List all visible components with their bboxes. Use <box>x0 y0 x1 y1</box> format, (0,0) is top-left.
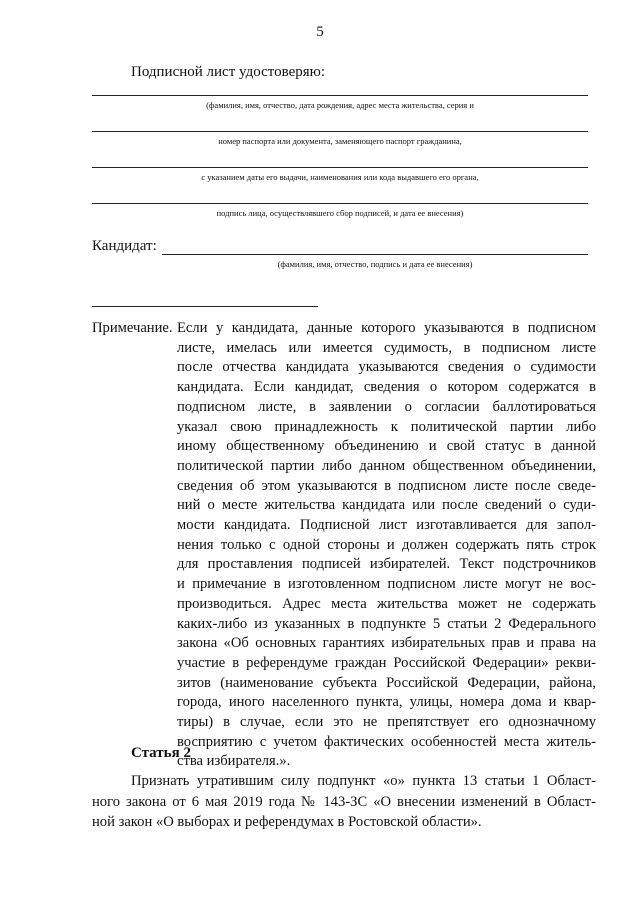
article-paragraph <box>92 771 596 833</box>
note-line: производиться. Адрес места жительства может не содержать <box>177 595 596 612</box>
note-label: Примечание. <box>92 320 173 336</box>
note-line: города, иного населенного пункта, улицы, номера дома и квар- <box>177 694 596 711</box>
note-line: мости кандидата. Подписной лист изготавливается для запол- <box>177 517 596 534</box>
note-line: восприятию с учетом фактических особенностей места житель- <box>177 733 596 750</box>
article-line: Признать утратившим силу подпункт «о» пункта 13 статьи 1 Област- <box>131 773 596 789</box>
signature-line-3 <box>92 167 588 168</box>
note-line: сведения об этом указываются в подписном листе после сведе- <box>177 477 596 494</box>
note-line: тиры) в случае, если это не препятствует его однозначному <box>177 714 596 731</box>
candidate-line <box>162 254 588 255</box>
page-number: 5 <box>316 24 324 40</box>
caption-4: подпись лица, осуществлявшего сбор подписей, и дата ее внесения) <box>216 208 464 218</box>
signature-line-4 <box>92 203 588 204</box>
note-line: листе, имелась или имеется судимость, в подписном листе <box>177 339 596 356</box>
note-line: политической партии либо данном общественном объединении, <box>177 457 596 474</box>
article-line: ного закона от 6 мая 2019 года № 143-ЗС «О внесении изменений в Област- <box>92 793 596 810</box>
note-line: и примечание в изготовленном подписном листе могут не вос- <box>177 576 596 593</box>
footnote-separator <box>92 306 318 307</box>
candidate-caption: (фамилия, имя, отчество, подпись и дата ее внесения) <box>277 259 473 269</box>
article-heading: Статья 2 <box>131 745 191 761</box>
note-line: закона «Об основных гарантиях избирательных прав и права на <box>177 635 596 652</box>
note-line: подписном листе, в заявлении о согласии баллотироваться <box>177 398 596 415</box>
signature-line-1 <box>92 95 588 96</box>
note-line: кандидата. Если кандидат, сведения о котором содержатся в <box>177 379 596 396</box>
article-line: ной закон «О выборах и референдумах в Ростовской области». <box>92 814 482 830</box>
note-line: иному общественному объединению и свой статус в данной <box>177 438 596 455</box>
certify-label: Подписной лист удостоверяю: <box>131 64 326 80</box>
note-line: нения только с одной стороны и должен содержать пять строк <box>177 536 596 553</box>
note-line: зитов (наименование субъекта Российской Федерации, района, <box>177 674 596 691</box>
caption-2: номер паспорта или документа, заменяющего паспорт гражданина, <box>218 136 462 146</box>
note-text <box>177 319 596 772</box>
note-line: участие в референдуме граждан Российской Федерации» рекви- <box>177 654 596 671</box>
note-line: указал свою принадлежность к политической партии либо <box>177 418 596 435</box>
note-line: Если у кандидата, данные которого указываются в подписном <box>177 320 596 336</box>
caption-1: (фамилия, имя, отчество, дата рождения, адрес места жительства, серия и <box>206 100 474 110</box>
note-line: после отчества кандидата указываются сведения о судимости <box>177 359 596 376</box>
note-line: каких-либо из указанных в подпункте 5 статьи 2 Федерального <box>177 615 596 632</box>
note-line: ства избирателя.». <box>177 753 291 770</box>
caption-3: с указанием даты его выдачи, наименования или кода выдавшего его органа, <box>201 172 479 182</box>
candidate-label: Кандидат: <box>92 238 157 254</box>
signature-line-2 <box>92 131 588 132</box>
note-line: ний о месте жительства кандидата или после сведений о суди- <box>177 497 596 514</box>
note-line: для проставления подписей избирателей. Текст подстрочников <box>177 556 596 573</box>
